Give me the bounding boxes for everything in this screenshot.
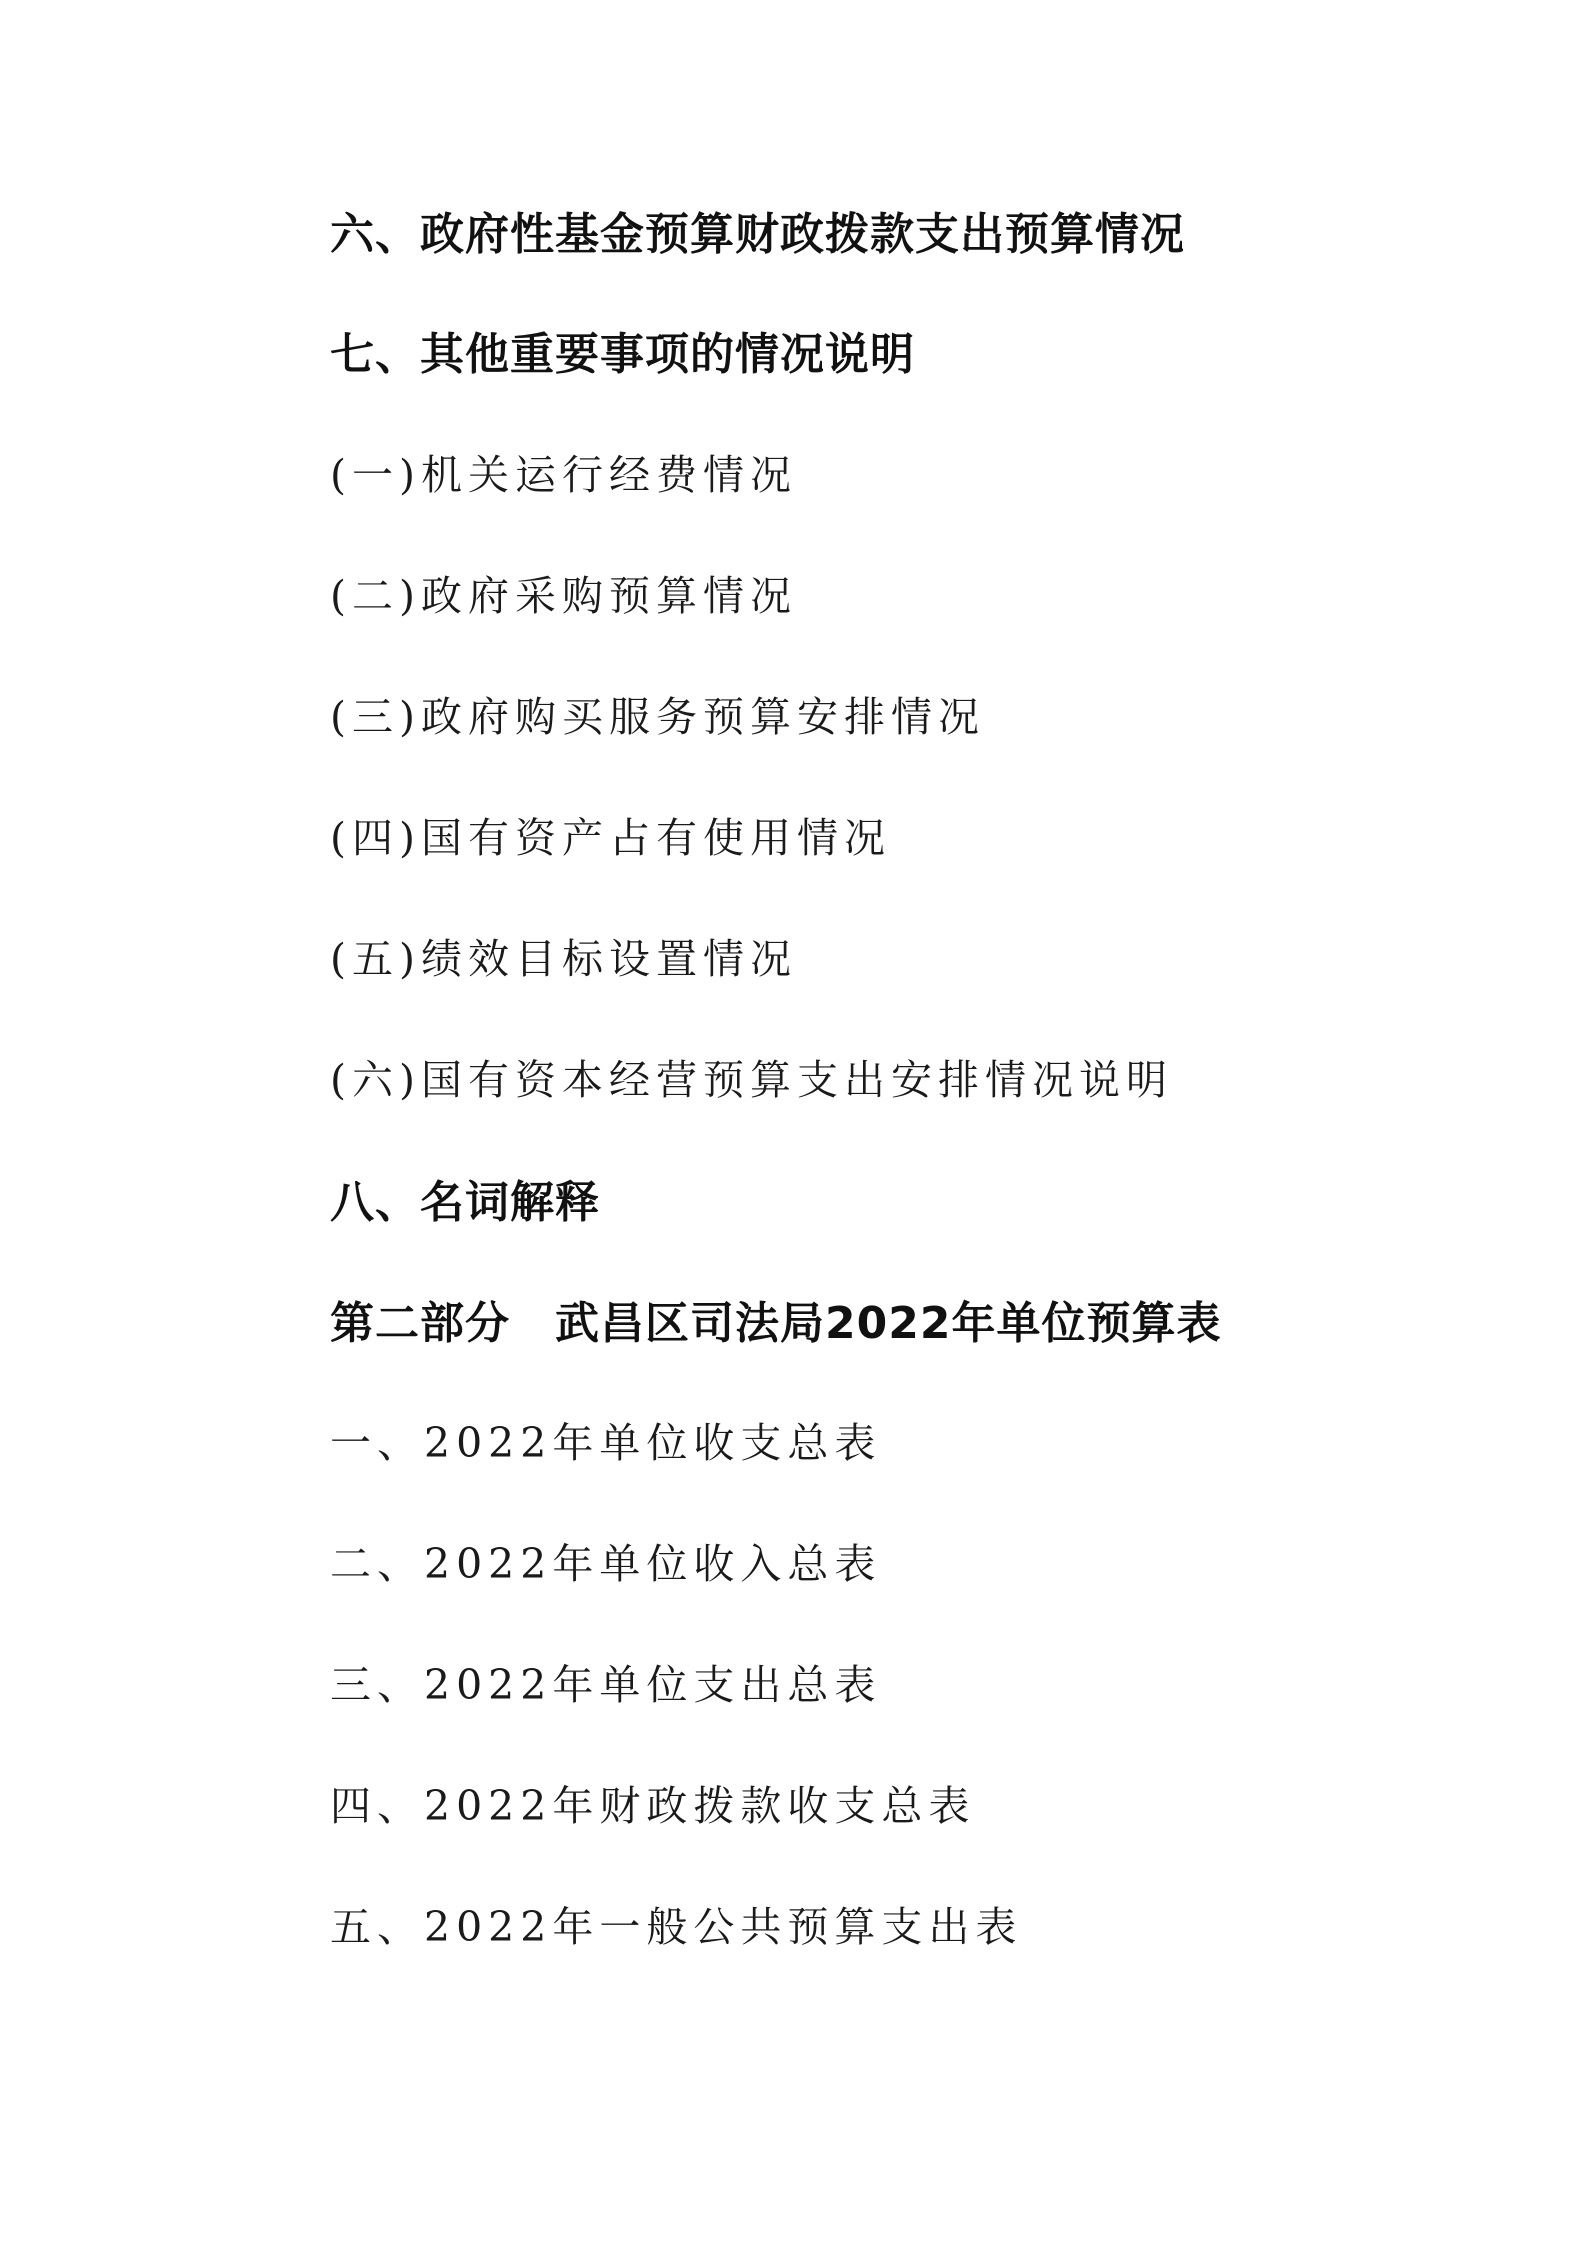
toc-section-6: 六、政府性基金预算财政拨款支出预算情况 xyxy=(330,209,1185,260)
toc-table-1: 一、2022年单位收支总表 xyxy=(330,1419,882,1467)
toc-table-2: 二、2022年单位收入总表 xyxy=(330,1540,882,1588)
toc-subitem-7-1: (一)机关运行经费情况 xyxy=(330,451,797,499)
toc-subitem-7-4: (四)国有资产占有使用情况 xyxy=(330,814,891,862)
toc-subitem-7-3: (三)政府购买服务预算安排情况 xyxy=(330,693,985,741)
toc-table-3: 三、2022年单位支出总表 xyxy=(330,1661,882,1709)
toc-table-4: 四、2022年财政拨款收支总表 xyxy=(330,1782,976,1830)
toc-table-5: 五、2022年一般公共预算支出表 xyxy=(330,1903,1023,1951)
toc-subitem-7-6: (六)国有资本经营预算支出安排情况说明 xyxy=(330,1056,1173,1104)
toc-subitem-7-2: (二)政府采购预算情况 xyxy=(330,572,797,620)
toc-part-2: 第二部分 武昌区司法局2022年单位预算表 xyxy=(330,1298,1222,1349)
toc-section-8: 八、名词解释 xyxy=(330,1177,600,1228)
toc-subitem-7-5: (五)绩效目标设置情况 xyxy=(330,935,797,983)
toc-section-7: 七、其他重要事项的情况说明 xyxy=(330,329,915,380)
